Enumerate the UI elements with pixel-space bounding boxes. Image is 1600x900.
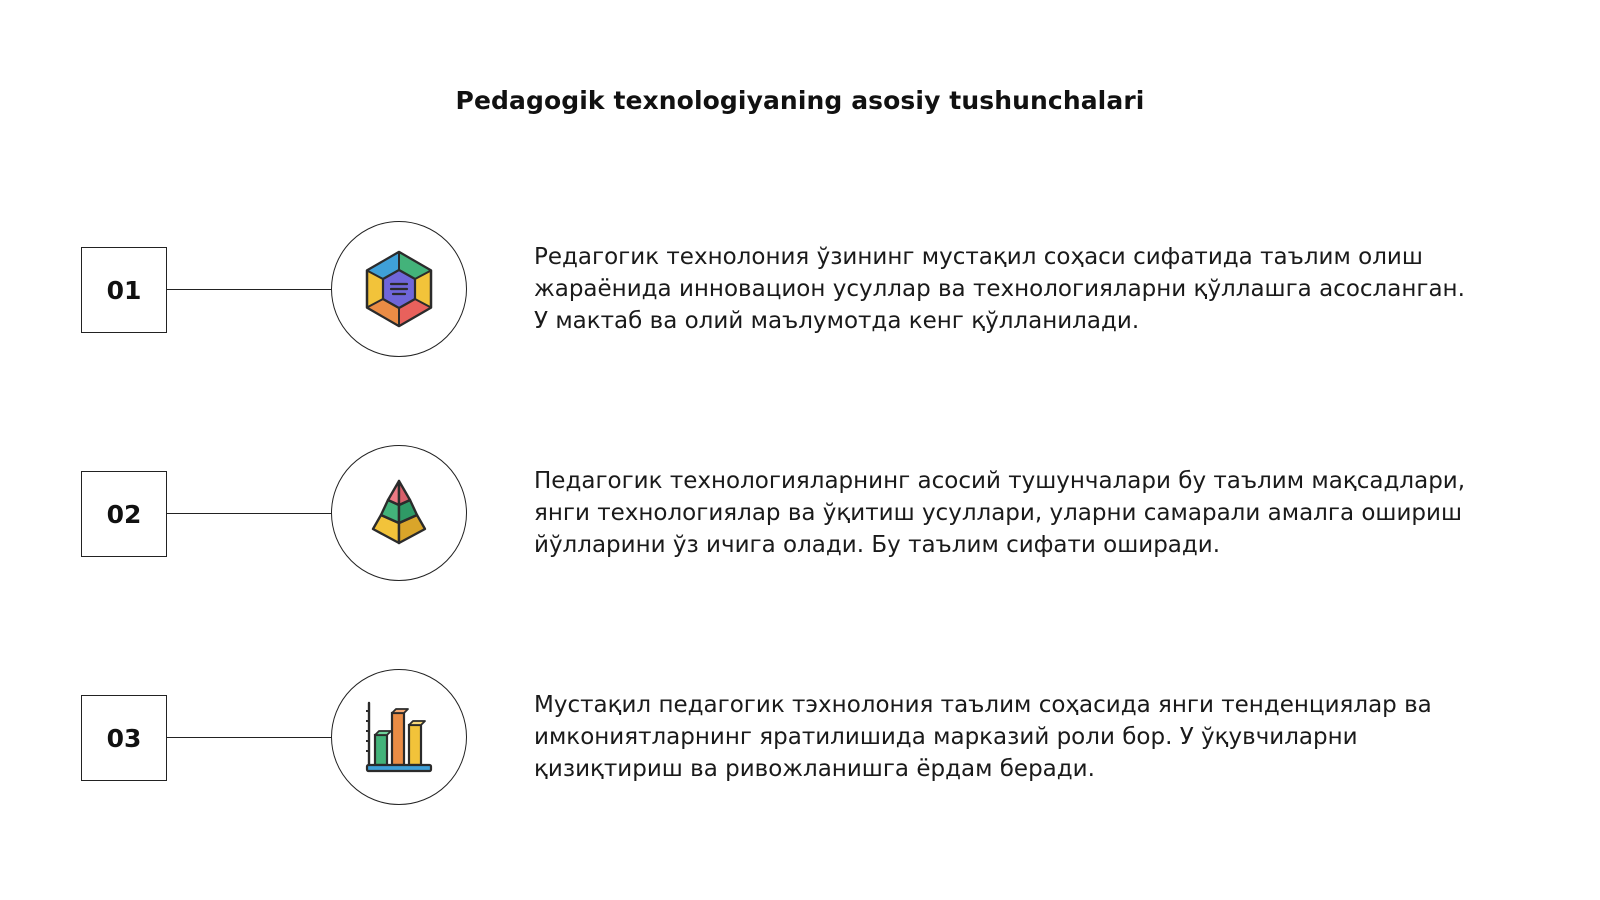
icon-circle — [331, 669, 467, 805]
bar-chart-icon — [359, 697, 439, 777]
list-item — [0, 221, 1600, 361]
number-box: 02 — [81, 471, 167, 557]
connector-line — [167, 737, 331, 738]
item-description: Педагогик технологияларнинг асосий тушунчалари бу таълим мақсадлари, янги технологиялар ва ўқитиш усуллари, уларни самарали амалга ошириш йўлларини ўз ичига олади. Бу таълим сифати оширади. — [534, 468, 1466, 558]
connector-line — [167, 513, 331, 514]
list-item — [0, 669, 1600, 809]
item-description: Редагогик технолония ўзининг мустақил соҳаси сифатида таълим олиш жараёнида инновацион усуллар ва технологияларни қўллашга асосланган. У мактаб ва олий маълумотда кенг қўлланилади. — [534, 244, 1465, 334]
list-item — [0, 445, 1600, 585]
number-box: 01 — [81, 247, 167, 333]
slide-title: Pedagogik texnologiyaning asosiy tushunchalari — [455, 86, 1145, 115]
connector-line — [167, 289, 331, 290]
icon-circle — [331, 445, 467, 581]
item-description: Мустақил педагогик тэхнолония таълим соҳасида янги тенденциялар ва имкониятларнинг яратилишида марказий роли бор. У ўқувчиларни қизиқтириш ва ривожланишга ёрдам беради. — [534, 692, 1432, 782]
icon-circle — [331, 221, 467, 357]
hexagon-icon — [359, 249, 439, 329]
number-box: 03 — [81, 695, 167, 781]
pyramid-icon — [359, 473, 439, 553]
